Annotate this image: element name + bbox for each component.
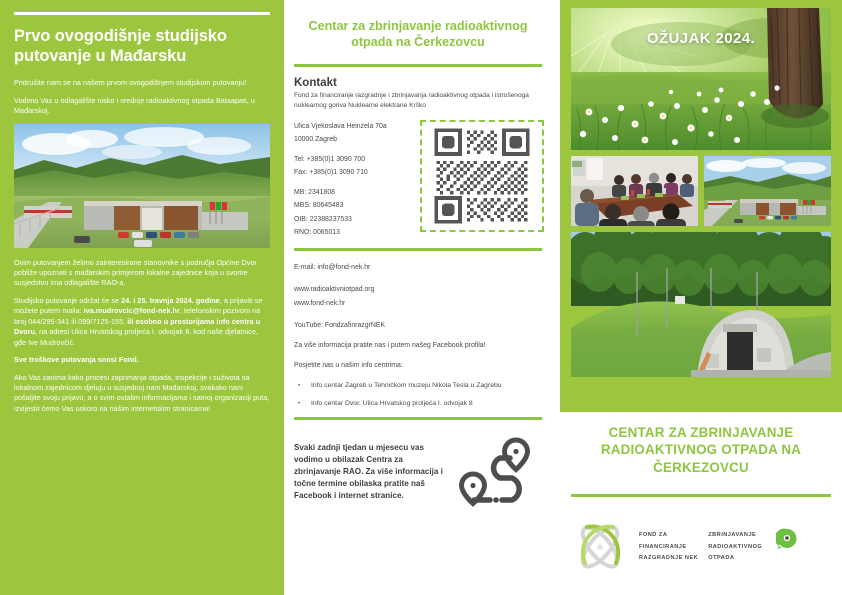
contact-details <box>294 120 412 240</box>
logo-fond-line-1: FOND ZA <box>639 532 668 539</box>
info-center-1: Info centar Zagreb u Tehničkom muzeju Nikola Tesla u Zagrebu <box>311 381 502 389</box>
facebook-note: Za više informacija pratite nas i putem našeg Facebook profila! <box>294 342 486 350</box>
email-line[interactable]: E-mail: info@fond-nek.hr <box>294 263 371 271</box>
list-item <box>294 381 542 391</box>
right-panel-title: CENTAR ZA ZBRINJAVANJE RADIOAKTIVNOG OTPADA NA ČERKEZOVCU <box>600 425 802 475</box>
right-bottom-block <box>560 418 842 575</box>
right-panel <box>560 0 842 595</box>
photo-thumbnails <box>571 156 831 226</box>
mbs-number: MBS: 80645483 <box>294 202 344 210</box>
logo-bar <box>571 519 831 575</box>
body2-pre: Studijsko putovanje održat će se <box>14 295 122 305</box>
info-center-2: Info centar Dvor, Ulica Hrvatskog proljeća I. odvojak 8 <box>311 399 473 407</box>
website-2[interactable]: www.fond-nek.hr <box>294 299 346 307</box>
logo-text-zbrinjavanje <box>708 530 762 564</box>
speech-bubble-dot-icon <box>776 528 798 550</box>
telephone: Tel: +385(0)1 3090 700 <box>294 155 366 163</box>
left-body-3: Sve troškove putovanja snosi Fond. <box>14 355 139 365</box>
tour-promo-text: Svaki zadnji tjedan u mjesecu vas vodimo u obilazak Centra za zbrinjavanje RAO. Za više informacija i točne termine obilaska pratite naš Facebook i internet stranice. <box>294 442 443 501</box>
list-item <box>294 399 542 409</box>
month-label: OŽUJAK 2024. <box>646 30 756 47</box>
qr-code[interactable] <box>420 120 544 232</box>
left-intro-2: Vodimo Vas u odlagalište nisko i srednje radioaktivnog otpada Bataapati, u Mađarskoj. <box>14 95 255 116</box>
middle-divider-mid <box>294 248 542 251</box>
middle-panel-title: Centar za zbrinjavanje radioaktivnog otpada na Čerkezovcu <box>308 19 528 50</box>
meeting-room-photo <box>571 156 698 226</box>
middle-panel <box>284 0 560 595</box>
body2-end: , na adresi Ulica Hrvatskog proljeća I. odvojak 8, kod naše djelatnice, gđe Ive Mudrovčić. <box>14 327 258 347</box>
body2-email: iva.mudrovcic@fond-nek.hr <box>83 306 180 316</box>
bullet-icon: • <box>297 399 301 407</box>
logo-fond-line-2: FINANCIRANJE <box>639 543 687 550</box>
fax: Fax: +385(0)1 3090 710 <box>294 169 368 177</box>
logo-text-fond <box>639 530 698 564</box>
address-line-1: Ulica Vjekoslava Heinzela 70a <box>294 123 387 130</box>
logo-zbr-line-3: OTPADA <box>708 554 735 561</box>
bullet-icon: • <box>297 381 301 389</box>
organisation-name: Fond za financiranje razgradnje i zbrinjavanja radioaktivnog otpada i istrošenoga nuklearnog goriva Nuklearne elektrane Krško <box>294 92 529 110</box>
atom-orbit-logo <box>571 519 629 575</box>
top-divider <box>14 12 270 15</box>
left-body-1: Ovim putovanjem želimo zainteresirane stanovnike s područja Općine Dvor pobliže upoznati s mađarskim primjerom lokalne zajednice koja u svome susjedstvu ima odlagalište RAO-a. <box>14 257 257 288</box>
spring-meadow-photo <box>571 8 831 150</box>
bataapati-facility-photo <box>14 124 270 248</box>
facility-aerial-photo <box>704 156 831 226</box>
youtube-channel[interactable]: YouTube: FondzafinrazgrNEK <box>294 321 386 329</box>
body2-mid2: , telefonskim pozivom na broj 044/295-341 ili 099/7125-155, <box>14 306 261 326</box>
left-intro-1: Pridružite nam se na našem prvom ovogodišnjem studijskom putovanju! <box>14 78 247 88</box>
route-map-pins-icon <box>450 432 542 512</box>
right-media-stack <box>560 0 842 385</box>
kontakt-heading: Kontakt <box>294 77 337 90</box>
left-panel <box>0 0 284 595</box>
logo-zbr-line-2: RADIOAKTIVNOG <box>708 543 763 550</box>
body2-date: 24. i 25. travnja 2024. godine <box>121 295 220 305</box>
middle-divider-bottom <box>294 417 542 420</box>
info-centers-list <box>294 381 542 409</box>
right-divider <box>571 494 831 497</box>
left-body-4: Ako Vas zanima kako procesi zaprimanja otpada, inspekcije i suživota sa lokalnom zajednicom djeluju u susjednoj nam Mađarskoj, svakako nam pošaljite svoju prijavu, a o svim ostalim informacijama i samoj organizaciji puta, izvijestit ćemo Vas uskoro na našim internetskim stranicama! <box>14 372 270 413</box>
website-1[interactable]: www.radioaktivniotpad.org <box>294 286 375 294</box>
middle-divider-top <box>294 64 542 67</box>
visit-note: Posjetite nas u našim info centrima: <box>294 362 403 370</box>
logo-fond-line-3: RAZGRADNJE NEK <box>639 554 699 561</box>
left-body-2 <box>14 296 270 348</box>
body2-mid1: , a prijaviti se možete putem maila: <box>14 295 263 316</box>
address-line-2: 10000 Zagreb <box>294 136 337 144</box>
body2-office: ili osobno u prostorijama info centra u Dvoru <box>14 316 261 337</box>
tour-promo <box>294 432 542 512</box>
mb-number: MB: 2341808 <box>294 188 335 196</box>
logo-zbr-line-1: ZBRINJAVANJE <box>708 532 757 539</box>
rno-number: RNO: 0065013 <box>294 229 340 237</box>
bunker-entrance-photo <box>571 232 831 377</box>
oib-number: OIB: 22388237533 <box>294 215 352 223</box>
contact-row <box>294 120 542 240</box>
left-panel-title: Prvo ovogodišnje studijsko putovanje u Mađarsku <box>14 27 227 66</box>
